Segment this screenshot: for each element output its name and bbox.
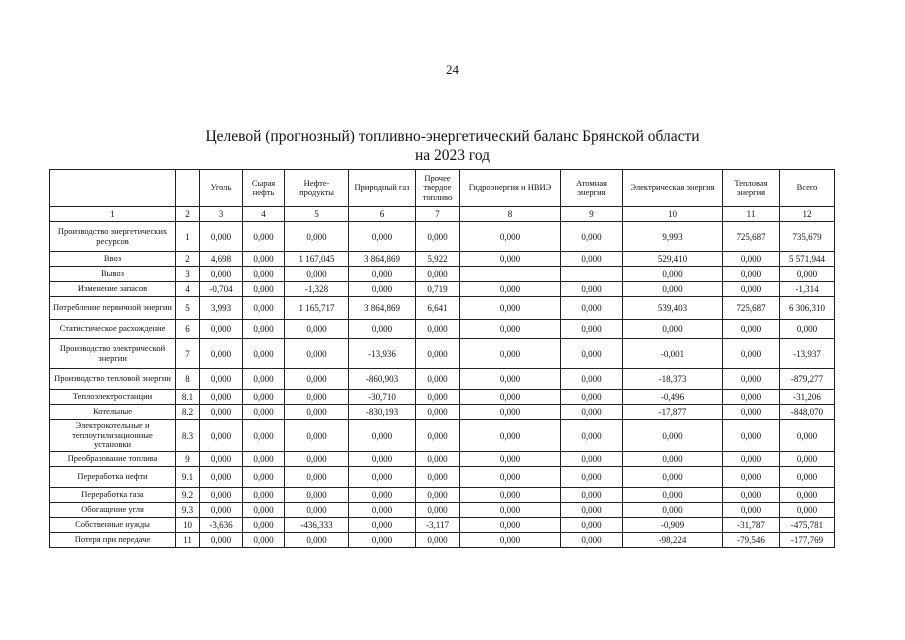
table-row <box>50 533 835 548</box>
cell-nuclear-energy: 0,000 <box>561 390 623 405</box>
cell-crude-oil: 0,000 <box>243 339 285 369</box>
cell-hydro-renewables: 0,000 <box>460 405 561 420</box>
cell-other-solid-fuel: 0,000 <box>416 267 460 282</box>
cell-electric-energy: -0,001 <box>623 339 723 369</box>
row-number: 8.3 <box>176 420 200 452</box>
cell-total: 0,000 <box>780 420 835 452</box>
cell-natural-gas: 0,000 <box>349 503 416 518</box>
column-number: 4 <box>243 207 285 222</box>
cell-other-solid-fuel: 0,000 <box>416 488 460 503</box>
cell-electric-energy: 539,403 <box>623 297 723 320</box>
cell-electric-energy: 0,000 <box>623 420 723 452</box>
cell-thermal-energy: 0,000 <box>723 267 780 282</box>
cell-other-solid-fuel: 0,000 <box>416 452 460 467</box>
cell-other-solid-fuel: 0,000 <box>416 320 460 339</box>
cell-electric-energy: -0,909 <box>623 518 723 533</box>
cell-nuclear-energy: 0,000 <box>561 488 623 503</box>
cell-other-solid-fuel: 0,000 <box>416 467 460 488</box>
cell-natural-gas: 0,000 <box>349 452 416 467</box>
table-row <box>50 503 835 518</box>
column-number-row <box>50 207 835 222</box>
energy-balance-table <box>49 169 835 548</box>
cell-total: -848,070 <box>780 405 835 420</box>
row-label: Потребление первичной энергии <box>50 297 176 320</box>
cell-nuclear-energy: 0,000 <box>561 282 623 297</box>
cell-natural-gas: -30,710 <box>349 390 416 405</box>
cell-hydro-renewables: 0,000 <box>460 452 561 467</box>
table-row <box>50 420 835 452</box>
cell-hydro-renewables <box>460 267 561 282</box>
row-number: 9.3 <box>176 503 200 518</box>
cell-coal: 4,698 <box>200 252 243 267</box>
cell-electric-energy: 9,993 <box>623 222 723 252</box>
table-row <box>50 339 835 369</box>
cell-natural-gas: 0,000 <box>349 320 416 339</box>
row-label: Изменение запасов <box>50 282 176 297</box>
header-row-label <box>50 170 176 207</box>
cell-thermal-energy: 0,000 <box>723 282 780 297</box>
row-label: Ввоз <box>50 252 176 267</box>
cell-coal: 0,000 <box>200 369 243 390</box>
row-number: 8 <box>176 369 200 390</box>
cell-hydro-renewables: 0,000 <box>460 488 561 503</box>
cell-coal: -0,704 <box>200 282 243 297</box>
cell-electric-energy: 0,000 <box>623 267 723 282</box>
header-coal: Уголь <box>200 170 243 207</box>
cell-natural-gas: 0,000 <box>349 222 416 252</box>
cell-thermal-energy: 0,000 <box>723 467 780 488</box>
table-row <box>50 405 835 420</box>
row-number: 1 <box>176 222 200 252</box>
header-crude-oil: Сырая нефть <box>243 170 285 207</box>
cell-total: -1,314 <box>780 282 835 297</box>
column-number: 5 <box>285 207 349 222</box>
row-number: 11 <box>176 533 200 548</box>
cell-total: 0,000 <box>780 452 835 467</box>
cell-other-solid-fuel: 6,641 <box>416 297 460 320</box>
cell-electric-energy: 0,000 <box>623 467 723 488</box>
cell-electric-energy: 529,410 <box>623 252 723 267</box>
cell-petroleum-products: 0,000 <box>285 405 349 420</box>
cell-crude-oil: 0,000 <box>243 452 285 467</box>
table-row <box>50 369 835 390</box>
header-electric-energy: Электрическая энергия <box>623 170 723 207</box>
cell-total: 0,000 <box>780 503 835 518</box>
cell-natural-gas: 0,000 <box>349 518 416 533</box>
row-number: 4 <box>176 282 200 297</box>
cell-petroleum-products: 0,000 <box>285 320 349 339</box>
cell-other-solid-fuel: -3,117 <box>416 518 460 533</box>
cell-coal: 0,000 <box>200 420 243 452</box>
cell-crude-oil: 0,000 <box>243 488 285 503</box>
cell-crude-oil: 0,000 <box>243 467 285 488</box>
table-row <box>50 282 835 297</box>
cell-crude-oil: 0,000 <box>243 252 285 267</box>
cell-natural-gas: 0,000 <box>349 420 416 452</box>
cell-total: 0,000 <box>780 467 835 488</box>
cell-total: 0,000 <box>780 267 835 282</box>
column-number: 10 <box>623 207 723 222</box>
cell-total: 0,000 <box>780 320 835 339</box>
cell-electric-energy: -17,877 <box>623 405 723 420</box>
cell-thermal-energy: -31,787 <box>723 518 780 533</box>
cell-nuclear-energy: 0,000 <box>561 297 623 320</box>
cell-hydro-renewables: 0,000 <box>460 467 561 488</box>
row-label: Вывоз <box>50 267 176 282</box>
cell-coal: 0,000 <box>200 533 243 548</box>
table-row <box>50 467 835 488</box>
cell-crude-oil: 0,000 <box>243 320 285 339</box>
cell-nuclear-energy: 0,000 <box>561 533 623 548</box>
cell-total: -177,769 <box>780 533 835 548</box>
cell-petroleum-products: 0,000 <box>285 267 349 282</box>
cell-thermal-energy: 0,000 <box>723 503 780 518</box>
row-label: Теплоэлектростанции <box>50 390 176 405</box>
cell-thermal-energy: 725,687 <box>723 222 780 252</box>
cell-hydro-renewables: 0,000 <box>460 222 561 252</box>
cell-nuclear-energy: 0,000 <box>561 222 623 252</box>
cell-hydro-renewables: 0,000 <box>460 282 561 297</box>
title-line-2: на 2023 год <box>414 147 491 164</box>
page-title <box>0 127 905 165</box>
cell-thermal-energy: -79,546 <box>723 533 780 548</box>
cell-other-solid-fuel: 0,000 <box>416 420 460 452</box>
table-row <box>50 488 835 503</box>
cell-natural-gas: -830,193 <box>349 405 416 420</box>
cell-petroleum-products: 1 165,717 <box>285 297 349 320</box>
row-label: Производство электрической энергии <box>50 339 176 369</box>
column-number: 8 <box>460 207 561 222</box>
cell-crude-oil: 0,000 <box>243 533 285 548</box>
row-number: 10 <box>176 518 200 533</box>
cell-crude-oil: 0,000 <box>243 420 285 452</box>
cell-coal: 0,000 <box>200 390 243 405</box>
cell-total: -475,781 <box>780 518 835 533</box>
cell-hydro-renewables: 0,000 <box>460 369 561 390</box>
cell-crude-oil: 0,000 <box>243 405 285 420</box>
row-label: Производство энергетических ресурсов <box>50 222 176 252</box>
header-thermal-energy: Тепловая энергия <box>723 170 780 207</box>
table-row <box>50 267 835 282</box>
cell-electric-energy: -98,224 <box>623 533 723 548</box>
cell-hydro-renewables: 0,000 <box>460 420 561 452</box>
cell-other-solid-fuel: 0,000 <box>416 533 460 548</box>
cell-petroleum-products: 0,000 <box>285 488 349 503</box>
cell-petroleum-products: 0,000 <box>285 222 349 252</box>
cell-coal: 0,000 <box>200 320 243 339</box>
row-label: Обогащение угля <box>50 503 176 518</box>
cell-natural-gas: 0,000 <box>349 467 416 488</box>
cell-nuclear-energy: 0,000 <box>561 503 623 518</box>
cell-nuclear-energy: 0,000 <box>561 467 623 488</box>
cell-electric-energy: -0,496 <box>623 390 723 405</box>
header-other-solid-fuel: Прочее твердое топливо <box>416 170 460 207</box>
cell-coal: 0,000 <box>200 503 243 518</box>
cell-thermal-energy: 0,000 <box>723 339 780 369</box>
cell-hydro-renewables: 0,000 <box>460 390 561 405</box>
cell-other-solid-fuel: 0,000 <box>416 405 460 420</box>
cell-hydro-renewables: 0,000 <box>460 518 561 533</box>
cell-crude-oil: 0,000 <box>243 503 285 518</box>
header-total: Всего <box>780 170 835 207</box>
cell-coal: 0,000 <box>200 405 243 420</box>
cell-total: 5 571,944 <box>780 252 835 267</box>
cell-petroleum-products: 1 167,045 <box>285 252 349 267</box>
page-number: 24 <box>446 62 459 77</box>
column-number: 2 <box>176 207 200 222</box>
row-label: Переработка газа <box>50 488 176 503</box>
cell-petroleum-products: -436,333 <box>285 518 349 533</box>
cell-nuclear-energy: 0,000 <box>561 405 623 420</box>
cell-other-solid-fuel: 0,000 <box>416 339 460 369</box>
cell-other-solid-fuel: 0,000 <box>416 503 460 518</box>
cell-coal: 0,000 <box>200 452 243 467</box>
header-petroleum-products: Нефте- продукты <box>285 170 349 207</box>
cell-petroleum-products: 0,000 <box>285 390 349 405</box>
cell-electric-energy: 0,000 <box>623 488 723 503</box>
cell-petroleum-products: 0,000 <box>285 533 349 548</box>
cell-electric-energy: 0,000 <box>623 452 723 467</box>
row-label: Статистическое расхождение <box>50 320 176 339</box>
cell-thermal-energy: 0,000 <box>723 320 780 339</box>
row-number: 7 <box>176 339 200 369</box>
cell-natural-gas: 0,000 <box>349 267 416 282</box>
cell-petroleum-products: 0,000 <box>285 369 349 390</box>
cell-other-solid-fuel: 0,000 <box>416 390 460 405</box>
cell-crude-oil: 0,000 <box>243 282 285 297</box>
cell-hydro-renewables: 0,000 <box>460 297 561 320</box>
cell-coal: 0,000 <box>200 467 243 488</box>
column-number: 1 <box>50 207 176 222</box>
cell-crude-oil: 0,000 <box>243 297 285 320</box>
column-number: 9 <box>561 207 623 222</box>
row-number: 3 <box>176 267 200 282</box>
row-number: 6 <box>176 320 200 339</box>
table-row <box>50 297 835 320</box>
cell-other-solid-fuel: 5,922 <box>416 252 460 267</box>
cell-coal: 0,000 <box>200 488 243 503</box>
row-label: Потеря при передаче <box>50 533 176 548</box>
cell-nuclear-energy: 0,000 <box>561 369 623 390</box>
table-row <box>50 222 835 252</box>
cell-hydro-renewables: 0,000 <box>460 339 561 369</box>
cell-crude-oil: 0,000 <box>243 518 285 533</box>
cell-crude-oil: 0,000 <box>243 267 285 282</box>
cell-petroleum-products: 0,000 <box>285 420 349 452</box>
cell-coal: 3,993 <box>200 297 243 320</box>
table-row <box>50 390 835 405</box>
row-number: 9 <box>176 452 200 467</box>
row-label: Собственные нужды <box>50 518 176 533</box>
cell-total: -879,277 <box>780 369 835 390</box>
cell-natural-gas: -860,903 <box>349 369 416 390</box>
cell-total: -13,937 <box>780 339 835 369</box>
cell-hydro-renewables: 0,000 <box>460 252 561 267</box>
cell-petroleum-products: 0,000 <box>285 452 349 467</box>
column-number: 11 <box>723 207 780 222</box>
cell-crude-oil: 0,000 <box>243 222 285 252</box>
cell-total: 6 306,310 <box>780 297 835 320</box>
row-label: Котельные <box>50 405 176 420</box>
cell-nuclear-energy <box>561 267 623 282</box>
table-row <box>50 452 835 467</box>
cell-total: 0,000 <box>780 488 835 503</box>
row-number: 5 <box>176 297 200 320</box>
cell-coal: 0,000 <box>200 222 243 252</box>
cell-crude-oil: 0,000 <box>243 390 285 405</box>
cell-nuclear-energy: 0,000 <box>561 518 623 533</box>
cell-thermal-energy: 0,000 <box>723 452 780 467</box>
cell-nuclear-energy: 0,000 <box>561 320 623 339</box>
cell-electric-energy: -18,373 <box>623 369 723 390</box>
cell-electric-energy: 0,000 <box>623 282 723 297</box>
column-number: 3 <box>200 207 243 222</box>
table-row <box>50 252 835 267</box>
table-row <box>50 518 835 533</box>
cell-total: 735,679 <box>780 222 835 252</box>
cell-natural-gas: 3 864,869 <box>349 252 416 267</box>
row-number: 9.1 <box>176 467 200 488</box>
cell-other-solid-fuel: 0,000 <box>416 369 460 390</box>
row-number: 8.2 <box>176 405 200 420</box>
cell-coal: 0,000 <box>200 267 243 282</box>
cell-natural-gas: 0,000 <box>349 488 416 503</box>
cell-electric-energy: 0,000 <box>623 320 723 339</box>
cell-hydro-renewables: 0,000 <box>460 320 561 339</box>
cell-natural-gas: 0,000 <box>349 282 416 297</box>
cell-natural-gas: 3 864,869 <box>349 297 416 320</box>
cell-thermal-energy: 0,000 <box>723 420 780 452</box>
row-label: Преобразование топлива <box>50 452 176 467</box>
header-nuclear-energy: Атомная энергия <box>561 170 623 207</box>
cell-other-solid-fuel: 0,000 <box>416 222 460 252</box>
cell-thermal-energy: 0,000 <box>723 369 780 390</box>
cell-other-solid-fuel: 0,719 <box>416 282 460 297</box>
cell-natural-gas: 0,000 <box>349 533 416 548</box>
column-number: 12 <box>780 207 835 222</box>
cell-petroleum-products: 0,000 <box>285 503 349 518</box>
row-label: Переработка нефти <box>50 467 176 488</box>
cell-total: -31,206 <box>780 390 835 405</box>
cell-thermal-energy: 0,000 <box>723 488 780 503</box>
cell-thermal-energy: 0,000 <box>723 405 780 420</box>
cell-nuclear-energy: 0,000 <box>561 252 623 267</box>
column-number: 7 <box>416 207 460 222</box>
cell-electric-energy: 0,000 <box>623 503 723 518</box>
column-number: 6 <box>349 207 416 222</box>
cell-nuclear-energy: 0,000 <box>561 339 623 369</box>
header-natural-gas: Природный газ <box>349 170 416 207</box>
cell-petroleum-products: -1,328 <box>285 282 349 297</box>
cell-coal: -3,636 <box>200 518 243 533</box>
table-row <box>50 320 835 339</box>
cell-petroleum-products: 0,000 <box>285 339 349 369</box>
cell-coal: 0,000 <box>200 339 243 369</box>
header-row-number <box>176 170 200 207</box>
header-hydro-renewables: Гидроэнергия и НВИЭ <box>460 170 561 207</box>
row-number: 8.1 <box>176 390 200 405</box>
cell-thermal-energy: 0,000 <box>723 252 780 267</box>
row-number: 9.2 <box>176 488 200 503</box>
cell-nuclear-energy: 0,000 <box>561 452 623 467</box>
row-label: Производство тепловой энергии <box>50 369 176 390</box>
cell-crude-oil: 0,000 <box>243 369 285 390</box>
row-number: 2 <box>176 252 200 267</box>
cell-thermal-energy: 0,000 <box>723 390 780 405</box>
cell-nuclear-energy: 0,000 <box>561 420 623 452</box>
cell-hydro-renewables: 0,000 <box>460 503 561 518</box>
cell-petroleum-products: 0,000 <box>285 467 349 488</box>
row-label: Электрокотельные и теплоутилизационные установки <box>50 420 176 452</box>
cell-thermal-energy: 725,687 <box>723 297 780 320</box>
cell-hydro-renewables: 0,000 <box>460 533 561 548</box>
cell-natural-gas: -13,936 <box>349 339 416 369</box>
table-header-row <box>50 170 835 207</box>
title-line-1: Целевой (прогнозный) топливно-энергетический баланс Брянской области <box>205 128 700 145</box>
